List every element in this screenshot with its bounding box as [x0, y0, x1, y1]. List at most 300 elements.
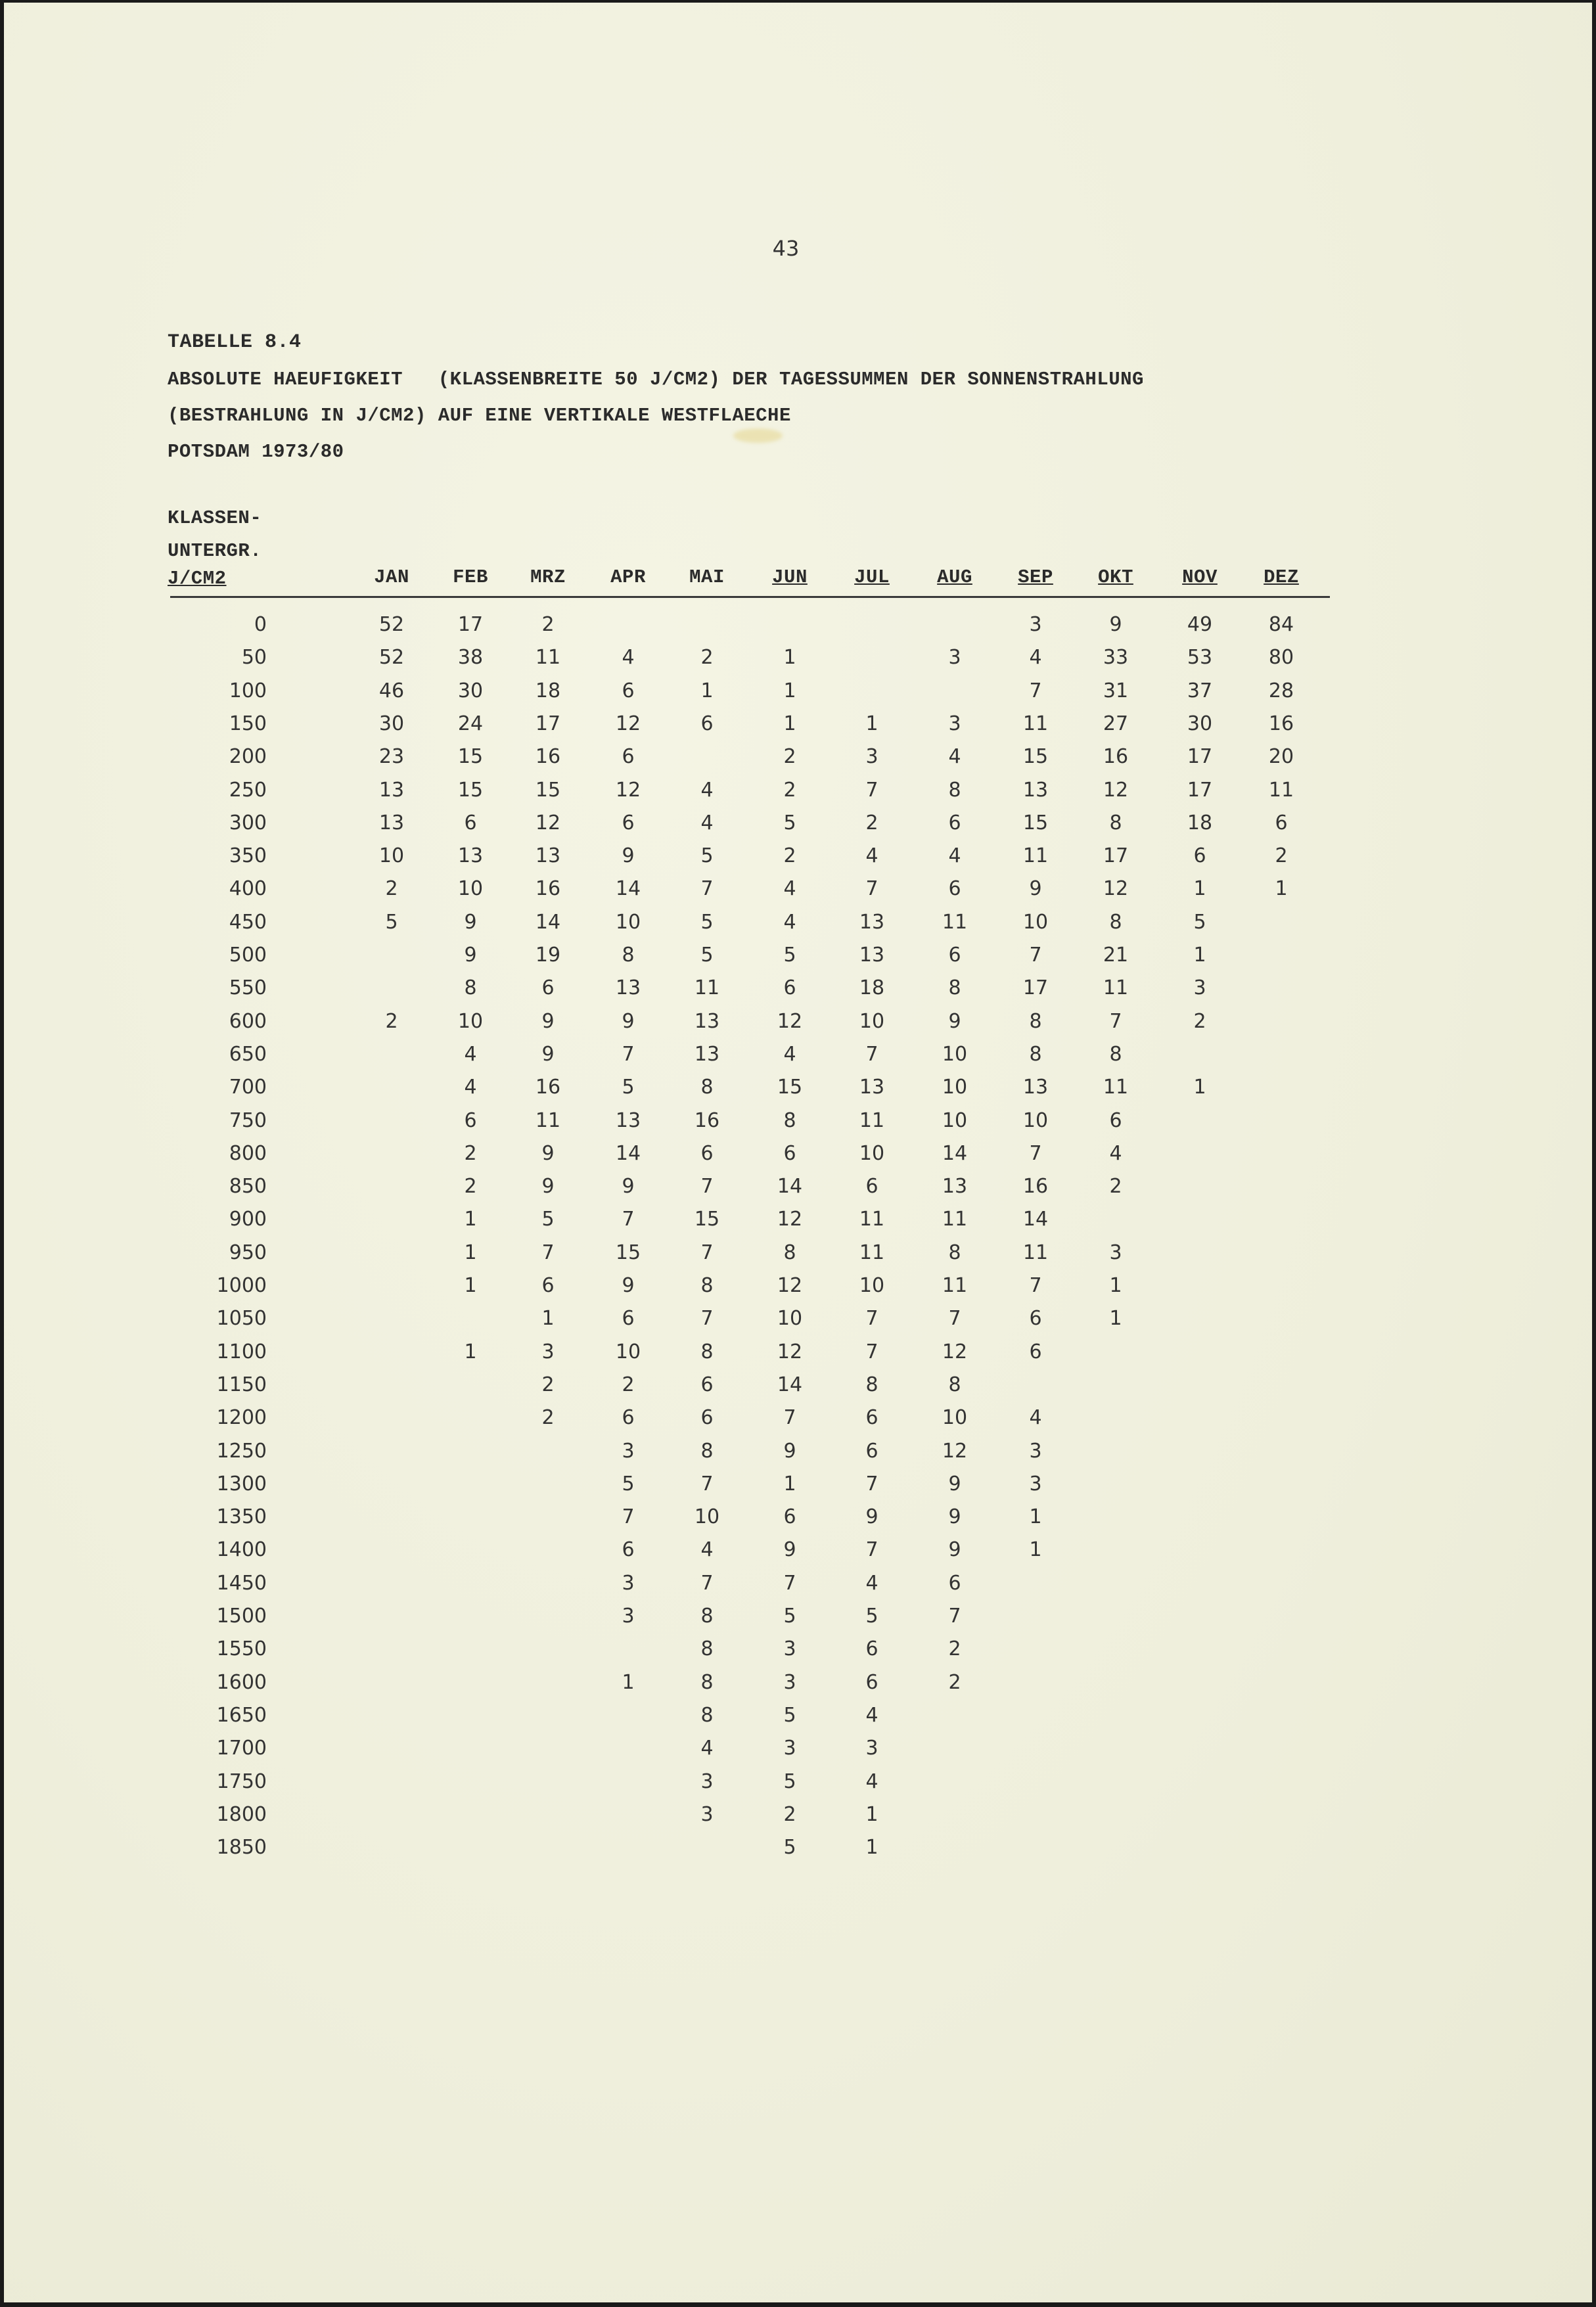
table-cell: 5: [783, 1703, 796, 1727]
table-cell: 13: [694, 1009, 720, 1033]
row-class-label: 1400: [216, 1538, 267, 1562]
table-cell: 1: [700, 679, 714, 702]
table-cell: 15: [535, 778, 561, 802]
table-cell: 10: [457, 877, 484, 901]
table-cell: 9: [948, 1505, 961, 1529]
table-cell: 1: [464, 1274, 477, 1297]
month-header-jul: JUL: [854, 566, 890, 588]
table-cell: 10: [942, 1042, 968, 1066]
table-cell: 3: [948, 712, 961, 735]
table-cell: 10: [859, 1274, 885, 1297]
row-class-label: 850: [229, 1175, 267, 1199]
table-cell: 7: [622, 1505, 635, 1529]
table-cell: 4: [1029, 646, 1042, 670]
table-cell: 14: [942, 1141, 968, 1165]
row-class-label: 100: [229, 679, 267, 702]
row-class-label: 750: [229, 1108, 267, 1132]
table-cell: 7: [1029, 679, 1042, 702]
table-cell: 9: [1029, 877, 1042, 901]
table-cell: 7: [865, 778, 878, 802]
table-cell: 16: [1103, 745, 1129, 769]
table-cell: 6: [948, 944, 961, 967]
table-cell: 84: [1268, 613, 1294, 636]
table-cell: 8: [1029, 1009, 1042, 1033]
table-cell: 1: [1029, 1538, 1042, 1562]
table-cell: 12: [535, 811, 561, 834]
table-cell: 5: [865, 1605, 878, 1628]
table-cell: 4: [865, 1703, 878, 1727]
row-class-label: 1000: [216, 1274, 267, 1297]
table-cell: 7: [1029, 1141, 1042, 1165]
row-class-label: 400: [229, 877, 267, 901]
table-cell: 6: [622, 745, 635, 769]
table-label: TABELLE 8.4: [168, 331, 302, 354]
table-cell: 15: [615, 1241, 641, 1264]
row-header-unit: J/CM2: [168, 568, 227, 589]
table-cell: 8: [1109, 910, 1122, 934]
table-cell: 24: [457, 712, 484, 735]
table-cell: 10: [942, 1076, 968, 1099]
table-cell: 2: [541, 1373, 555, 1396]
row-class-label: 1300: [216, 1472, 267, 1496]
table-cell: 2: [1193, 1009, 1206, 1033]
table-cell: 10: [615, 1340, 641, 1363]
table-cell: 17: [1187, 745, 1213, 769]
table-cell: 6: [865, 1670, 878, 1694]
table-cell: 11: [859, 1241, 885, 1264]
table-cell: 2: [783, 778, 796, 802]
table-cell: 6: [783, 976, 796, 1000]
row-class-label: 1150: [216, 1373, 267, 1396]
table-cell: 9: [948, 1538, 961, 1562]
table-cell: 3: [783, 1737, 796, 1760]
table-cell: 8: [783, 1108, 796, 1132]
table-cell: 1: [783, 646, 796, 670]
month-header-okt: OKT: [1098, 566, 1133, 588]
row-class-label: 1800: [216, 1802, 267, 1826]
table-cell: 4: [700, 1737, 714, 1760]
row-class-label: 1600: [216, 1670, 267, 1694]
table-cell: 1: [783, 1472, 796, 1496]
table-cell: 6: [1029, 1307, 1042, 1331]
table-cell: 15: [457, 778, 484, 802]
month-header-nov: NOV: [1182, 566, 1218, 588]
table-cell: 6: [622, 1307, 635, 1331]
row-class-label: 700: [229, 1076, 267, 1099]
table-cell: 7: [865, 1340, 878, 1363]
table-cell: 30: [1187, 712, 1213, 735]
row-class-label: 500: [229, 944, 267, 967]
table-cell: 2: [385, 877, 398, 901]
row-header-line-1: KLASSEN-: [168, 507, 262, 529]
table-cell: 2: [541, 1406, 555, 1430]
table-cell: 5: [385, 910, 398, 934]
caption-line-3: POTSDAM 1973/80: [168, 441, 344, 463]
table-cell: 6: [1193, 844, 1206, 868]
table-cell: 8: [700, 1340, 714, 1363]
table-cell: 8: [1029, 1042, 1042, 1066]
table-cell: 13: [1022, 1076, 1049, 1099]
table-cell: 3: [1193, 976, 1206, 1000]
table-cell: 3: [622, 1605, 635, 1628]
table-cell: 13: [535, 844, 561, 868]
table-cell: 10: [942, 1406, 968, 1430]
table-cell: 9: [541, 1175, 555, 1199]
table-cell: 2: [1275, 844, 1288, 868]
table-cell: 2: [948, 1637, 961, 1661]
table-cell: 49: [1187, 613, 1213, 636]
table-cell: 1: [622, 1670, 635, 1694]
caption-line-1: ABSOLUTE HAEUFIGKEIT (KLASSENBREITE 50 J/CM2) DER TAGESSUMMEN DER SONNENSTRAHLUNG: [168, 369, 1144, 390]
table-cell: 15: [1022, 811, 1049, 834]
table-cell: 18: [535, 679, 561, 702]
table-cell: 2: [783, 745, 796, 769]
table-cell: 13: [694, 1042, 720, 1066]
table-cell: 3: [1029, 1439, 1042, 1463]
row-class-label: 1700: [216, 1737, 267, 1760]
table-cell: 6: [700, 1373, 714, 1396]
table-cell: 2: [622, 1373, 635, 1396]
table-cell: 5: [700, 944, 714, 967]
table-cell: 8: [700, 1439, 714, 1463]
page-number: 43: [772, 236, 800, 261]
table-cell: 6: [948, 811, 961, 834]
table-cell: 5: [783, 811, 796, 834]
table-cell: 14: [777, 1175, 803, 1199]
table-cell: 9: [541, 1042, 555, 1066]
table-cell: 1: [464, 1340, 477, 1363]
table-cell: 6: [1275, 811, 1288, 834]
table-cell: 37: [1187, 679, 1213, 702]
table-cell: 7: [948, 1605, 961, 1628]
table-cell: 7: [700, 1175, 714, 1199]
table-cell: 7: [865, 877, 878, 901]
table-cell: 8: [622, 944, 635, 967]
table-cell: 6: [622, 811, 635, 834]
table-cell: 6: [464, 811, 477, 834]
table-cell: 80: [1268, 646, 1294, 670]
table-cell: 9: [948, 1009, 961, 1033]
table-cell: 20: [1268, 745, 1294, 769]
table-cell: 1: [464, 1208, 477, 1231]
table-cell: 8: [700, 1274, 714, 1297]
table-cell: 12: [1103, 877, 1129, 901]
table-cell: 1: [464, 1241, 477, 1264]
table-cell: 13: [378, 811, 405, 834]
table-cell: 11: [694, 976, 720, 1000]
table-cell: 3: [865, 1737, 878, 1760]
table-cell: 8: [948, 1373, 961, 1396]
table-cell: 6: [865, 1637, 878, 1661]
table-cell: 7: [783, 1406, 796, 1430]
table-cell: 10: [1022, 910, 1049, 934]
table-cell: 8: [700, 1605, 714, 1628]
table-cell: 15: [777, 1076, 803, 1099]
table-cell: 9: [1109, 613, 1122, 636]
row-class-label: 600: [229, 1009, 267, 1033]
table-cell: 28: [1268, 679, 1294, 702]
table-cell: 7: [700, 877, 714, 901]
table-cell: 1: [1193, 944, 1206, 967]
table-cell: 9: [541, 1009, 555, 1033]
table-cell: 15: [694, 1208, 720, 1231]
row-class-label: 1500: [216, 1605, 267, 1628]
table-cell: 52: [378, 646, 405, 670]
table-cell: 13: [615, 976, 641, 1000]
table-cell: 15: [457, 745, 484, 769]
table-cell: 14: [615, 877, 641, 901]
table-cell: 11: [859, 1208, 885, 1231]
table-cell: 9: [865, 1505, 878, 1529]
table-cell: 7: [783, 1571, 796, 1595]
table-cell: 14: [777, 1373, 803, 1396]
table-cell: 11: [535, 646, 561, 670]
row-class-label: 1450: [216, 1571, 267, 1595]
table-cell: 6: [865, 1175, 878, 1199]
table-cell: 7: [700, 1571, 714, 1595]
table-cell: 11: [1022, 1241, 1049, 1264]
document-page: [4, 3, 1592, 2302]
row-class-label: 1850: [216, 1836, 267, 1860]
table-cell: 7: [1029, 944, 1042, 967]
row-class-label: 0: [254, 613, 267, 636]
table-cell: 7: [622, 1208, 635, 1231]
table-cell: 9: [948, 1472, 961, 1496]
table-cell: 6: [541, 976, 555, 1000]
table-cell: 8: [700, 1703, 714, 1727]
table-cell: 3: [700, 1770, 714, 1793]
row-class-label: 650: [229, 1042, 267, 1066]
table-cell: 3: [1029, 613, 1042, 636]
table-cell: 13: [615, 1108, 641, 1132]
table-cell: 7: [948, 1307, 961, 1331]
table-cell: 6: [948, 877, 961, 901]
table-cell: 10: [694, 1505, 720, 1529]
month-header-sep: SEP: [1018, 566, 1053, 588]
table-cell: 12: [615, 712, 641, 735]
table-cell: 11: [1022, 712, 1049, 735]
table-cell: 1: [541, 1307, 555, 1331]
paper-stain: [733, 428, 783, 443]
table-cell: 6: [700, 1406, 714, 1430]
table-cell: 4: [700, 778, 714, 802]
row-class-label: 350: [229, 844, 267, 868]
table-cell: 12: [942, 1340, 968, 1363]
table-cell: 38: [457, 646, 484, 670]
table-cell: 3: [1029, 1472, 1042, 1496]
table-cell: 1: [865, 712, 878, 735]
table-cell: 4: [783, 877, 796, 901]
row-class-label: 1250: [216, 1439, 267, 1463]
table-cell: 10: [457, 1009, 484, 1033]
row-class-label: 1750: [216, 1770, 267, 1793]
header-rule: [170, 596, 1330, 598]
table-cell: 1: [783, 712, 796, 735]
table-cell: 14: [1022, 1208, 1049, 1231]
table-cell: 8: [948, 1241, 961, 1264]
table-cell: 4: [464, 1076, 477, 1099]
row-class-label: 1350: [216, 1505, 267, 1529]
table-cell: 4: [464, 1042, 477, 1066]
table-cell: 11: [942, 910, 968, 934]
table-cell: 7: [700, 1472, 714, 1496]
table-cell: 5: [783, 1770, 796, 1793]
month-header-jun: JUN: [772, 566, 808, 588]
table-cell: 4: [865, 1770, 878, 1793]
table-cell: 8: [948, 976, 961, 1000]
table-cell: 8: [700, 1637, 714, 1661]
table-cell: 7: [865, 1307, 878, 1331]
table-cell: 8: [1109, 811, 1122, 834]
table-cell: 11: [1103, 1076, 1129, 1099]
table-cell: 13: [859, 910, 885, 934]
table-cell: 8: [700, 1076, 714, 1099]
row-class-label: 50: [241, 646, 267, 670]
table-cell: 3: [865, 745, 878, 769]
table-cell: 1: [1193, 877, 1206, 901]
table-cell: 18: [859, 976, 885, 1000]
table-cell: 6: [783, 1505, 796, 1529]
table-cell: 2: [464, 1141, 477, 1165]
table-cell: 12: [777, 1340, 803, 1363]
table-cell: 46: [378, 679, 405, 702]
table-cell: 3: [622, 1439, 635, 1463]
table-cell: 13: [1022, 778, 1049, 802]
table-cell: 6: [1029, 1340, 1042, 1363]
table-cell: 11: [942, 1208, 968, 1231]
table-cell: 8: [1109, 1042, 1122, 1066]
table-cell: 7: [700, 1307, 714, 1331]
table-cell: 1: [1275, 877, 1288, 901]
table-cell: 12: [1103, 778, 1129, 802]
table-cell: 13: [378, 778, 405, 802]
table-cell: 9: [541, 1141, 555, 1165]
table-cell: 9: [622, 1274, 635, 1297]
table-cell: 5: [622, 1472, 635, 1496]
table-cell: 7: [865, 1042, 878, 1066]
table-cell: 1: [783, 679, 796, 702]
table-cell: 4: [622, 646, 635, 670]
table-cell: 7: [622, 1042, 635, 1066]
table-cell: 4: [948, 844, 961, 868]
table-cell: 7: [1109, 1009, 1122, 1033]
table-cell: 9: [464, 944, 477, 967]
month-header-aug: AUG: [937, 566, 972, 588]
table-cell: 16: [694, 1108, 720, 1132]
table-cell: 10: [777, 1307, 803, 1331]
table-cell: 17: [457, 613, 484, 636]
table-cell: 21: [1103, 944, 1129, 967]
table-cell: 2: [464, 1175, 477, 1199]
table-cell: 4: [865, 1571, 878, 1595]
table-cell: 9: [464, 910, 477, 934]
table-cell: 6: [1109, 1108, 1122, 1132]
row-class-label: 1550: [216, 1637, 267, 1661]
table-cell: 31: [1103, 679, 1129, 702]
table-cell: 12: [615, 778, 641, 802]
table-cell: 16: [535, 877, 561, 901]
table-cell: 7: [700, 1241, 714, 1264]
table-cell: 1: [1029, 1505, 1042, 1529]
table-cell: 33: [1103, 646, 1129, 670]
row-class-label: 1200: [216, 1406, 267, 1430]
row-class-label: 1100: [216, 1340, 267, 1363]
row-class-label: 200: [229, 745, 267, 769]
table-cell: 6: [622, 679, 635, 702]
table-cell: 30: [457, 679, 484, 702]
table-cell: 5: [700, 910, 714, 934]
row-class-label: 800: [229, 1141, 267, 1165]
table-cell: 12: [942, 1439, 968, 1463]
table-cell: 11: [1268, 778, 1294, 802]
table-cell: 5: [541, 1208, 555, 1231]
table-cell: 2: [783, 844, 796, 868]
table-cell: 16: [1268, 712, 1294, 735]
table-cell: 4: [783, 910, 796, 934]
table-cell: 11: [1103, 976, 1129, 1000]
table-cell: 11: [859, 1108, 885, 1132]
table-cell: 17: [1103, 844, 1129, 868]
table-cell: 9: [783, 1439, 796, 1463]
table-cell: 10: [942, 1108, 968, 1132]
table-cell: 4: [948, 745, 961, 769]
row-class-label: 950: [229, 1241, 267, 1264]
table-cell: 3: [700, 1802, 714, 1826]
table-cell: 1: [1193, 1076, 1206, 1099]
table-cell: 9: [622, 1175, 635, 1199]
table-cell: 8: [948, 778, 961, 802]
table-cell: 4: [1109, 1141, 1122, 1165]
table-cell: 15: [1022, 745, 1049, 769]
table-cell: 16: [535, 745, 561, 769]
table-cell: 7: [865, 1472, 878, 1496]
table-cell: 52: [378, 613, 405, 636]
row-header-line-2: UNTERGR.: [168, 540, 262, 562]
table-cell: 3: [783, 1670, 796, 1694]
table-cell: 3: [948, 646, 961, 670]
table-cell: 3: [1109, 1241, 1122, 1264]
table-cell: 3: [783, 1637, 796, 1661]
table-cell: 6: [622, 1406, 635, 1430]
table-cell: 5: [622, 1076, 635, 1099]
table-cell: 3: [622, 1571, 635, 1595]
table-cell: 10: [859, 1009, 885, 1033]
table-cell: 6: [948, 1571, 961, 1595]
month-header-mrz: MRZ: [530, 566, 566, 588]
table-cell: 6: [464, 1108, 477, 1132]
table-cell: 13: [859, 1076, 885, 1099]
table-cell: 14: [535, 910, 561, 934]
table-cell: 7: [1029, 1274, 1042, 1297]
table-cell: 13: [942, 1175, 968, 1199]
table-cell: 2: [385, 1009, 398, 1033]
table-cell: 9: [783, 1538, 796, 1562]
table-cell: 10: [615, 910, 641, 934]
month-header-mai: MAI: [689, 566, 725, 588]
table-cell: 16: [535, 1076, 561, 1099]
table-cell: 7: [865, 1538, 878, 1562]
row-class-label: 1650: [216, 1703, 267, 1727]
table-cell: 1: [1109, 1307, 1122, 1331]
row-class-label: 1050: [216, 1307, 267, 1331]
table-cell: 1: [865, 1836, 878, 1860]
table-cell: 5: [783, 1836, 796, 1860]
table-cell: 4: [700, 811, 714, 834]
table-cell: 12: [777, 1009, 803, 1033]
table-cell: 17: [1022, 976, 1049, 1000]
table-cell: 7: [541, 1241, 555, 1264]
table-cell: 4: [1029, 1406, 1042, 1430]
